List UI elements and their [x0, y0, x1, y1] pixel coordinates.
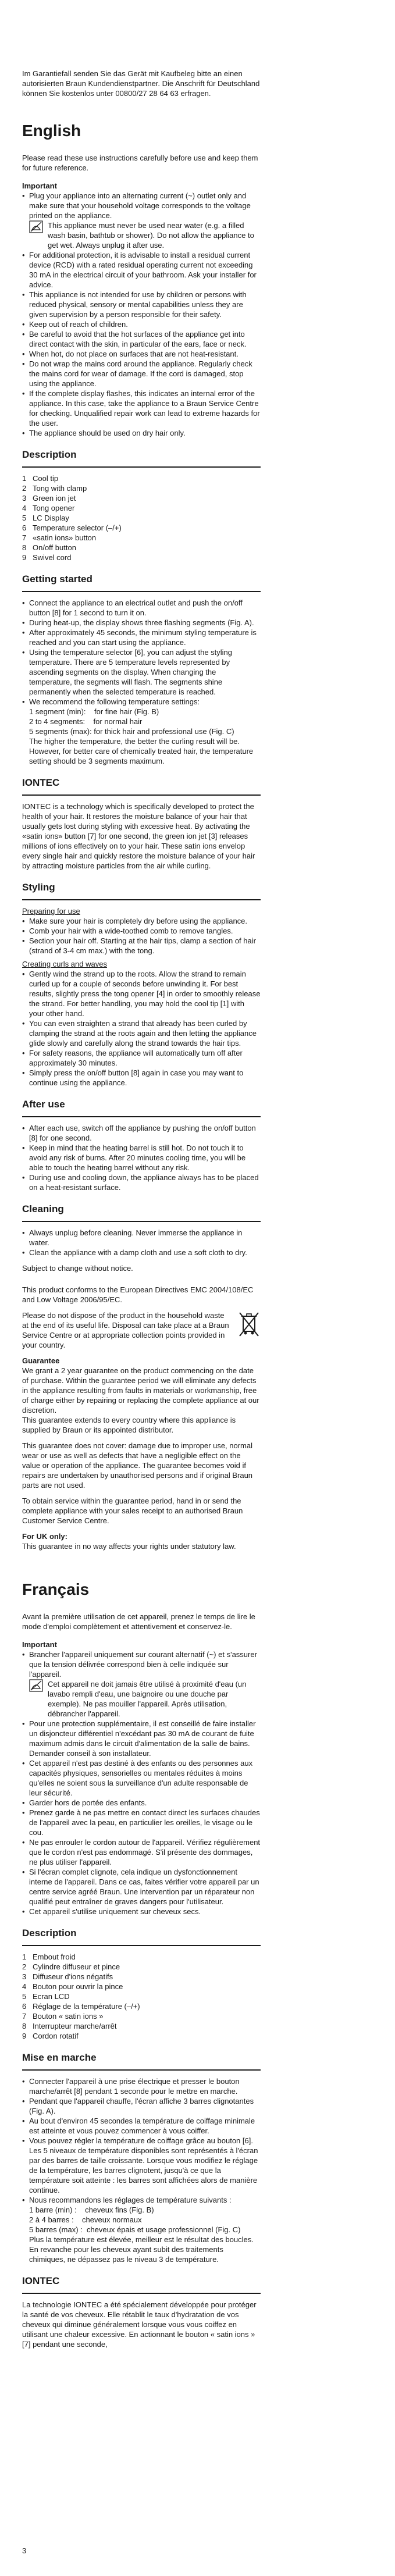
description-item: 8 On/off button	[22, 543, 76, 552]
description-item: 3 Diffuseur d'ions négatifs	[22, 1972, 113, 1981]
list-item: • Simply press the on/off button [8] again in case you may want to continue using the appliance.	[22, 1068, 261, 1088]
description-item: 7 Bouton « satin ions »	[22, 2012, 104, 2021]
iontec-text-fr: La technologie IONTEC a été spécialement développée pour protéger la santé de vos cheveux. Elle rétablit le taux d'hydratation de vos cheveux qui diminue généralement lorsque vous vous coiffez en utilisant une chaleur excessive. En actionnant le bouton « satin ions » [7] pendant une seconde,	[22, 2300, 257, 2349]
getting-started-heading-fr: Mise en marche	[22, 2052, 97, 2063]
description-item: 2 Cylindre diffuseur et pince	[22, 1962, 120, 1971]
list-item: • This appliance is not intended for use by children or persons with reduced physical, sensory or mental capabilities unless they are given supervision by a person responsible for their safety.	[22, 290, 261, 319]
list-item: • If the complete display flashes, this indicates an internal error of the appliance. In this case, take the appliance to a Braun Service Centre for checking. Unqualified repair work can lead to extreme hazards for the user.	[22, 389, 261, 428]
description-list	[22, 473, 261, 562]
list-item: • Keep in mind that the heating barrel is still hot. Do not touch it to avoid any risk of burns. After 20 minutes cooling time, you will be able to touch the heating barrel without any risk.	[22, 1143, 261, 1173]
subject-to-change: Subject to change without notice.	[22, 1264, 133, 1273]
guarantee-paragraph: This guarantee does not cover: damage due to improper use, normal wear or use as well as defects that have a negligible effect on the value or operation of the appliance. The guarantee becomes void if repairs are undertaken by unauthorised persons and if original Braun parts are not used.	[22, 1441, 253, 1490]
description-heading-fr: Description	[22, 1927, 77, 1939]
water-warning-text: This appliance must never be used near water (e.g. a filled wash basin, bathtub or shower). Do not allow the appliance to get wet. Always unplug it after use.	[48, 221, 254, 250]
list-item: • Vous pouvez régler la température de coiffage grâce au bouton [6]. Les 5 niveaux de température disponibles sont représentés à l'écran par des barres de taille croissante. Lorsque vous modifiez le réglage de la température, les barres clignotent, jusqu'à ce que la température soit atteinte : les barres sont affichées alors de manière continue.	[22, 2136, 261, 2195]
water-warning-text-fr: Cet appareil ne doit jamais être utilisé à proximité d'eau (un lavabo rempli d'eau, une baignoire ou une douche par exemple). Ne pas mouiller l'appareil. Après utilisation, débrancher l'appareil.	[48, 1680, 247, 1718]
iontec-heading: IONTEC	[22, 777, 60, 788]
list-item: • Connecter l'appareil à une prise électrique et presser le bouton marche/arrêt [8] pendant 1 seconde pour le mettre en marche.	[22, 2076, 261, 2096]
important-list-fr-continued	[22, 1719, 261, 1916]
description-item: 6 Réglage de la température (–/+)	[22, 2002, 140, 2011]
description-item: 3 Green ion jet	[22, 494, 76, 503]
temp-note: The higher the temperature, the better the curling result will be. However, for better care of chemically treated hair, the temperature setting should be 3 segments maximum.	[29, 737, 254, 765]
important-list-fr	[22, 1649, 261, 1679]
list-item: • When hot, do not place on surfaces that are not heat-resistant.	[22, 349, 261, 359]
description-item: 1 Embout froid	[22, 1953, 76, 1961]
heading-rule	[22, 794, 261, 796]
list-item: • Connect the appliance to an electrical outlet and push the on/off button [8] for 1 second to turn it on.	[22, 598, 261, 618]
heading-rule	[22, 466, 261, 468]
styling-heading: Styling	[22, 882, 55, 893]
description-item: 1 Cool tip	[22, 474, 59, 483]
guarantee-paragraph: We grant a 2 year guarantee on the product commencing on the date of purchase. Within the guarantee period we will eliminate any defects in the appliance resulting from faults in materials or workmanship, free of charge either by repairing or replacing the complete appliance at our discretion.	[22, 1366, 259, 1415]
prep-list	[22, 916, 261, 956]
important-heading-fr: Important	[22, 1640, 57, 1649]
curls-heading: Creating curls and waves	[22, 960, 107, 968]
iontec-text: IONTEC is a technology which is specifically developed to protect the health of your hair. It restores the moisture balance of your hair that usually gets lost during styling with excessive heat. By activating the «satin ions» button [7] for one second, the green ion jet [3] releases millions of ions effectively on to your hair. These satin ions envelop every single hair and quickly restore the moisture balance of your hair by attracting moisture particles from the air while curling.	[22, 802, 255, 870]
important-heading: Important	[22, 181, 57, 190]
temp-setting: 2 to 4 segments: for normal hair	[29, 717, 143, 726]
list-item: • Using the temperature selector [6], you can adjust the styling temperature. There are 5 temperature levels represented by ascending segments on the display. When changing the temperature, the segments will flash. The segments shine permanently when the selected temperature is reached.	[22, 647, 261, 697]
list-item: • For safety reasons, the appliance will automatically turn off after approximately 30 minutes.	[22, 1048, 261, 1068]
getting-started-list-fr	[22, 2076, 261, 2205]
description-item: 9 Swivel cord	[22, 553, 72, 562]
list-item: • Cet appareil s'utilise uniquement sur cheveux secs.	[22, 1907, 261, 1916]
list-item: • Ne pas enrouler le cordon autour de l'appareil. Vérifiez régulièrement que le cordon n'est pas endommagé. S'il présente des dommages, ne plus utiliser l'appareil.	[22, 1837, 261, 1867]
description-item: 2 Tong with clamp	[22, 484, 87, 493]
list-item: • Plug your appliance into an alternating current (~) outlet only and make sure that your household voltage corresponds to the voltage printed on the appliance.	[22, 191, 261, 220]
list-item: • Pour une protection supplémentaire, il est conseillé de faire installer un disjoncteur différentiel n'excédant pas 30 mA de courant de fuite maximum admis dans le circuit d'alimentation de la salle de bains. Demander conseil à son installateur.	[22, 1719, 261, 1758]
list-item: • Keep out of reach of children.	[22, 319, 261, 329]
uk-text: This guarantee in no way affects your rights under statutory law.	[22, 1542, 236, 1551]
disposal-notice	[22, 1310, 261, 1350]
important-list	[22, 191, 261, 220]
list-item: • During use and cooling down, the appliance always has to be placed on a heat-resistant surface.	[22, 1173, 261, 1192]
description-heading: Description	[22, 449, 77, 460]
water-warning-fr	[22, 1679, 261, 1719]
iontec-heading-fr: IONTEC	[22, 2275, 60, 2286]
after-use-list	[22, 1123, 261, 1192]
cleaning-list	[22, 1228, 261, 1257]
list-item: • We recommend the following temperature settings:	[22, 697, 261, 707]
description-item: 7 «satin ions» button	[22, 533, 97, 542]
list-item: • Au bout d'environ 45 secondes la température de coiffage minimale est atteinte et vous pouvez commencer à vous coiffer.	[22, 2116, 261, 2136]
list-item: • Pendant que l'appareil chauffe, l'écran affiche 3 barres clignotantes (Fig. A).	[22, 2096, 261, 2116]
water-warning	[22, 220, 261, 250]
temp-setting: 1 segment (min): for fine hair (Fig. B)	[29, 707, 159, 716]
description-item: 5 Ecran LCD	[22, 1992, 70, 2001]
list-item: • The appliance should be used on dry hair only.	[22, 428, 261, 438]
guarantee-heading: Guarantee	[22, 1356, 60, 1365]
heading-rule	[22, 1116, 261, 1117]
list-item: • Prenez garde à ne pas mettre en contact direct les surfaces chaudes de l'appareil avec la peau, en particulier les oreilles, le visage ou le cou.	[22, 1808, 261, 1837]
description-item: 6 Temperature selector (–/+)	[22, 523, 122, 532]
no-water-icon	[29, 220, 43, 233]
temperature-settings	[22, 707, 261, 766]
heading-rule	[22, 1221, 261, 1222]
page-number: 3	[22, 2546, 27, 2555]
getting-started-heading: Getting started	[22, 573, 92, 585]
emc-statement: This product conforms to the European Directives EMC 2004/108/EC and Low Voltage 2006/95/EC.	[22, 1285, 254, 1304]
temp-note: Plus la température est élevée, meilleur est le résultat des boucles. En revanche pour les cheveux ayant subit des traitements chimiques, ne dépassez pas le niveau 3 de température.	[29, 2235, 254, 2264]
description-list-fr	[22, 1952, 261, 2041]
list-item: • Be careful to avoid that the hot surfaces of the appliance get into direct contact with the skin, in particular of the ears, face or neck.	[22, 329, 261, 349]
curls-list	[22, 969, 261, 1088]
temperature-settings-fr	[22, 2205, 261, 2264]
guarantee-paragraph: This guarantee extends to every country where this appliance is supplied by Braun or its appointed distributor.	[22, 1416, 236, 1434]
prep-heading: Preparing for use	[22, 907, 80, 915]
getting-started-list	[22, 598, 261, 707]
section-title-francais: Français	[22, 1580, 90, 1598]
guarantee-paragraph: To obtain service within the guarantee period, hand in or send the complete appliance with your sales receipt to an authorised Braun Customer Service Centre.	[22, 1497, 243, 1525]
heading-rule	[22, 591, 261, 592]
intro-german: Im Garantiefall senden Sie das Gerät mit Kaufbeleg bitte an einen autorisierten Braun Kundendienstpartner. Die Anschrift für Deutschland können Sie kostenlos unter 00800/27 28 64 63 erfragen.	[22, 69, 260, 98]
disposal-text: Please do not dispose of the product in the household waste at the end of its useful life. Disposal can take place at a Braun Service Centre or at appropriate collection points provided in your country.	[22, 1311, 229, 1349]
description-item: 4 Tong opener	[22, 504, 75, 512]
heading-rule	[22, 899, 261, 900]
list-item: • Nous recommandons les réglages de température suivants :	[22, 2195, 261, 2205]
no-water-icon	[29, 1679, 43, 1692]
list-item: • After approximately 45 seconds, the minimum styling temperature is reached and you can start using the appliance.	[22, 628, 261, 647]
description-item: 5 LC Display	[22, 514, 69, 522]
temp-setting: 5 barres (max) : cheveux épais et usage professionnel (Fig. C)	[29, 2225, 241, 2234]
temp-setting: 2 à 4 barres : cheveux normaux	[29, 2215, 142, 2224]
temp-setting: 5 segments (max): for thick hair and professional use (Fig. C)	[29, 727, 234, 736]
list-item: • After each use, switch off the appliance by pushing the on/off button [8] for one second.	[22, 1123, 261, 1143]
list-item: • Cet appareil n'est pas destiné à des enfants ou des personnes aux capacités physiques, sensorielles ou mentales réduites à moins qu'elles ne soient sous la surveillance d'un adulte responsable de leur sécurité.	[22, 1758, 261, 1798]
section-title-english: English	[22, 122, 81, 140]
heading-rule	[22, 1945, 261, 1946]
list-item: • Comb your hair with a wide-toothed comb to remove tangles.	[22, 926, 261, 936]
description-item: 8 Interrupteur marche/arrêt	[22, 2022, 117, 2030]
list-item: • Si l'écran complet clignote, cela indique un dysfonctionnement interne de l'appareil. Dans ce cas, faites vérifier votre appareil par un centre service agréé Braun. Une intervention par un réparateur non qualifié peut entraîner de graves dangers pour l'utilisateur.	[22, 1867, 261, 1907]
crossed-bin-icon	[237, 1310, 261, 1338]
list-item: • Make sure your hair is completely dry before using the appliance.	[22, 916, 261, 926]
list-item: • Section your hair off. Starting at the hair tips, clamp a section of hair (strand of 3-4 cm max.) with the tong.	[22, 936, 261, 956]
list-item: • Brancher l'appareil uniquement sur courant alternatif (~) et s'assurer que la tension délivrée correspond bien à celle indiquée sur l'appareil.	[22, 1649, 261, 1679]
list-item: • Clean the appliance with a damp cloth and use a soft cloth to dry.	[22, 1248, 261, 1257]
francais-intro: Avant la première utilisation de cet appareil, prenez le temps de lire le mode d'emploi complètement et attentivement et conservez-le.	[22, 1612, 255, 1631]
list-item: • Do not wrap the mains cord around the appliance. Regularly check the mains cord for wear of damage. If the cord is damaged, stop using the appliance.	[22, 359, 261, 389]
english-intro: Please read these use instructions carefully before use and keep them for future reference.	[22, 154, 258, 172]
list-item: • Gently wind the strand up to the roots. Allow the strand to remain curled up for a couple of seconds before unwinding it. For best results, slightly press the tong opener [4] in order to smoothly release the strand. For better handling, you may hold the cool tip [1] with your other hand.	[22, 969, 261, 1018]
temp-setting: 1 barre (min) : cheveux fins (Fig. B)	[29, 2206, 154, 2214]
manual-page	[22, 69, 261, 2349]
list-item: • Garder hors de portée des enfants.	[22, 1798, 261, 1808]
description-item: 9 Cordon rotatif	[22, 2032, 79, 2040]
list-item: • During heat-up, the display shows three flashing segments (Fig. A).	[22, 618, 261, 628]
cleaning-heading: Cleaning	[22, 1203, 64, 1214]
heading-rule	[22, 2069, 261, 2071]
after-use-heading: After use	[22, 1099, 65, 1110]
list-item: • Always unplug before cleaning. Never immerse the appliance in water.	[22, 1228, 261, 1248]
uk-heading: For UK only:	[22, 1532, 67, 1541]
important-list-continued	[22, 250, 261, 438]
list-item: • For additional protection, it is advisable to install a residual current device (RCD) with a rated residual operating current not exceeding 30 mA in the electrical circuit of your bathroom. Ask your installer for advice.	[22, 250, 261, 290]
list-item: • You can even straighten a strand that already has been curled by clamping the strand at the roots again and then letting the appliance glide slowly and carefully along the strand towards the hair tips.	[22, 1018, 261, 1048]
heading-rule	[22, 2293, 261, 2294]
description-item: 4 Bouton pour ouvrir la pince	[22, 1982, 123, 1991]
